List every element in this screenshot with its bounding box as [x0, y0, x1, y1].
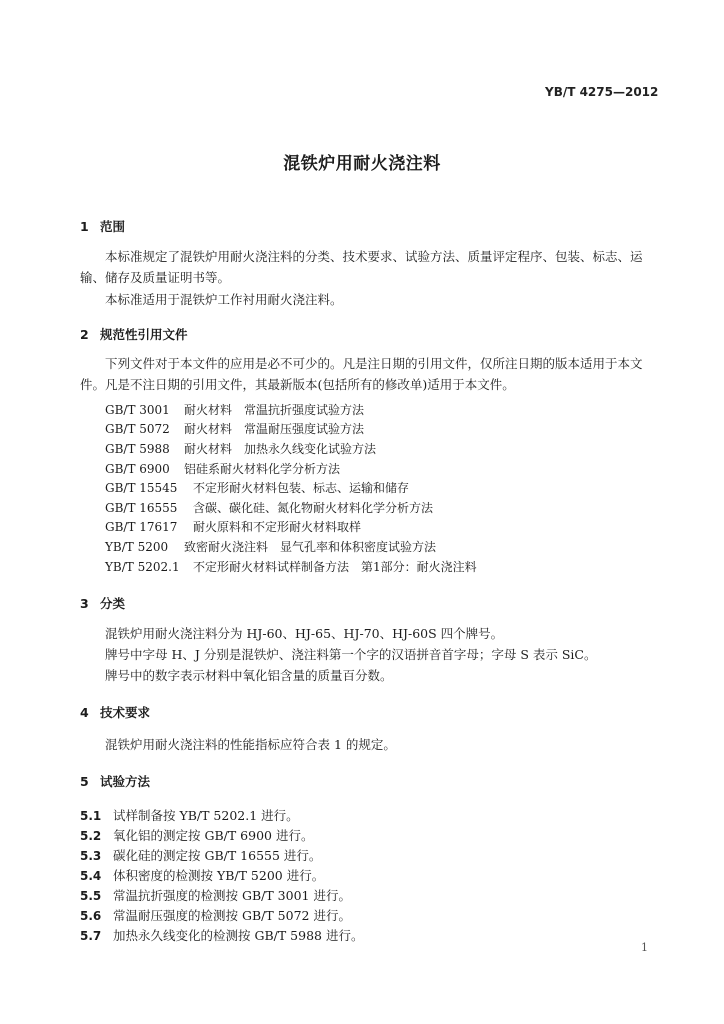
section-title: 技术要求: [100, 705, 151, 720]
reference-code: YB/T 5200: [105, 540, 169, 554]
clause-number: 5.3: [80, 849, 102, 863]
clause-number: 5.4: [80, 869, 102, 883]
reference-code: GB/T 6900: [105, 462, 170, 476]
clause-text: 氧化铝的测定按 GB/T 6900 进行。: [113, 828, 314, 843]
paragraph: 混铁炉用耐火浇注料分为 HJ-60、HJ-65、HJ-70、HJ-60S 四个牌号。: [105, 626, 504, 641]
clause-number: 5.1: [80, 809, 102, 823]
paragraph: 下列文件对于本文件的应用是必不可少的。凡是注日期的引用文件，仅所注日期的版本适用于本文件。凡是不注日期的引用文件，其最新版本(包括所有的修改单)适用于本文件。: [80, 356, 643, 392]
clause-item: [80, 906, 351, 924]
page-number: 1: [641, 941, 648, 954]
reference-code: GB/T 3001: [105, 403, 170, 417]
clause-text: 常温抗折强度的检测按 GB/T 3001 进行。: [113, 888, 351, 903]
clause-text: 体积密度的检测按 YB/T 5200 进行。: [113, 868, 325, 883]
reference-item: [105, 440, 376, 457]
reference-title: 致密耐火浇注料 显气孔率和体积密度试验方法: [184, 540, 437, 554]
section-heading-normative-references: [80, 325, 188, 343]
reference-code: GB/T 5072: [105, 422, 170, 436]
section-heading-scope: [80, 217, 125, 235]
paragraph: 混铁炉用耐火浇注料的性能指标应符合表 1 的规定。: [105, 737, 396, 752]
section-number: 5: [80, 774, 89, 789]
section-title: 试验方法: [100, 774, 151, 789]
reference-title: 耐火材料 加热永久线变化试验方法: [184, 442, 377, 456]
reference-title: 不定形耐火材料包装、标志、运输和储存: [193, 481, 410, 495]
clause-number: 5.2: [80, 829, 102, 843]
section-title: 规范性引用文件: [100, 327, 188, 342]
reference-item: [105, 538, 436, 555]
paragraph: 牌号中字母 H、J 分别是混铁炉、浇注料第一个字的汉语拼音首字母；字母 S 表示 SiC。: [105, 647, 597, 662]
section-number: 4: [80, 705, 89, 720]
reference-item: [105, 518, 361, 535]
reference-code: GB/T 16555: [105, 501, 178, 515]
section-title: 范围: [100, 219, 126, 234]
reference-title: 耐火材料 常温耐压强度试验方法: [184, 422, 365, 436]
clause-number: 5.7: [80, 929, 102, 943]
paragraph: 牌号中的数字表示材料中氧化铝含量的质量百分数。: [105, 668, 393, 683]
clause-item: [80, 826, 313, 844]
clause-item: [80, 806, 299, 824]
paragraph: 本标准规定了混铁炉用耐火浇注料的分类、技术要求、试验方法、质量评定程序、包装、标志、运输、储存及质量证明书等。: [80, 249, 643, 285]
reference-item: [105, 460, 340, 477]
reference-title: 耐火原料和不定形耐火材料取样: [193, 520, 362, 534]
section-number: 1: [80, 219, 89, 234]
reference-code: YB/T 5202.1: [105, 560, 180, 574]
section-heading-test-methods: [80, 772, 150, 790]
reference-title: 铝硅系耐火材料化学分析方法: [184, 462, 341, 476]
clause-text: 试样制备按 YB/T 5202.1 进行。: [113, 808, 299, 823]
standard-number: YB/T 4275—2012: [545, 85, 659, 99]
clause-number: 5.5: [80, 889, 102, 903]
reference-code: GB/T 17617: [105, 520, 178, 534]
section-heading-technical-requirements: [80, 703, 150, 721]
reference-title: 含碳、碳化硅、氮化物耐火材料化学分析方法: [193, 501, 434, 515]
reference-item: [105, 420, 364, 437]
reference-title: 不定形耐火材料试样制备方法 第1部分：耐火浇注料: [193, 560, 477, 574]
reference-code: GB/T 5988: [105, 442, 170, 456]
clause-text: 碳化硅的测定按 GB/T 16555 进行。: [113, 848, 322, 863]
clause-text: 常温耐压强度的检测按 GB/T 5072 进行。: [113, 908, 351, 923]
reference-code: GB/T 15545: [105, 481, 178, 495]
section-number: 2: [80, 327, 89, 342]
clause-item: [80, 846, 321, 864]
section-heading-classification: [80, 594, 125, 612]
reference-item: [105, 479, 409, 496]
reference-item: [105, 558, 477, 575]
reference-item: [105, 401, 364, 418]
clause-item: [80, 866, 324, 884]
document-title: 混铁炉用耐火浇注料: [283, 154, 441, 174]
clause-item: [80, 926, 363, 944]
section-number: 3: [80, 596, 89, 611]
reference-item: [105, 499, 433, 516]
clause-item: [80, 886, 351, 904]
section-title: 分类: [100, 596, 126, 611]
clause-number: 5.6: [80, 909, 102, 923]
paragraph: 本标准适用于混铁炉工作衬用耐火浇注料。: [105, 292, 343, 307]
clause-text: 加热永久线变化的检测按 GB/T 5988 进行。: [113, 928, 364, 943]
reference-title: 耐火材料 常温抗折强度试验方法: [184, 403, 365, 417]
